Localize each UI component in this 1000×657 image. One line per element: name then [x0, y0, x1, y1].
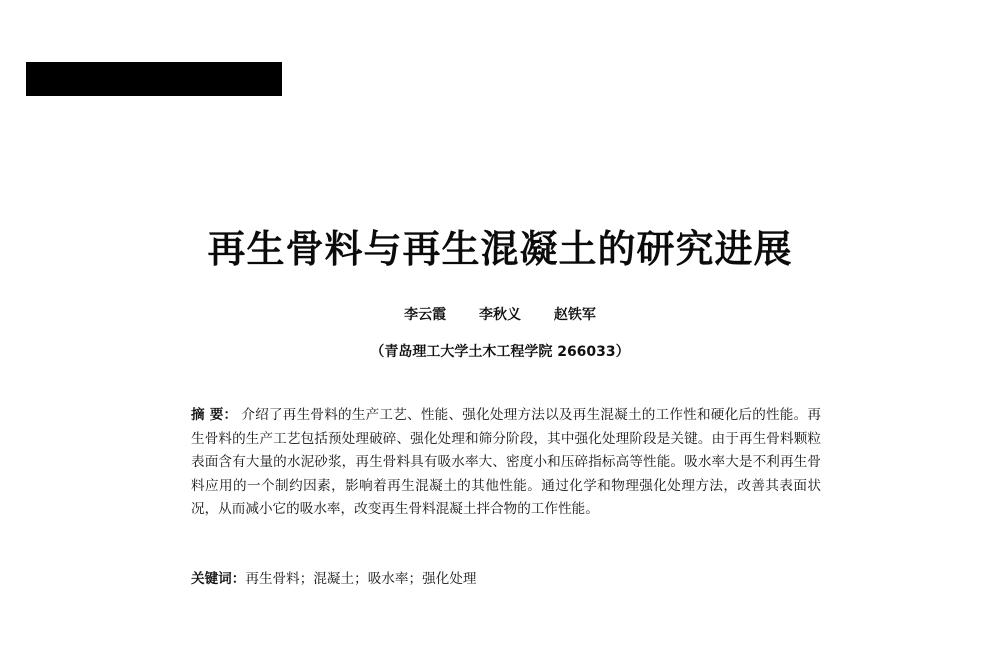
paper-title: 再生骨料与再生混凝土的研究进展: [207, 227, 793, 271]
affiliation: （青岛理工大学土木工程学院 266033）: [370, 344, 630, 360]
abstract-text: 介绍了再生骨料的生产工艺、性能、强化处理方法以及再生混凝土的工作性和硬化后的性能。再生骨料的生产工艺包括预处理破碎、强化处理和筛分阶段，其中强化处理阶段是关键。由于再生骨料颗粒表面含有大量的水泥砂浆，再生骨料具有吸水率大、密度小和压碎指标高等性能。吸水率大是不利再生骨料应用的一个制约因素，影响着再生混凝土的其他性能。通过化学和物理强化处理方法，改善其表面状况，从而减小它的吸水率，改变再生骨料混凝土拌合物的工作性能。: [191, 407, 822, 518]
author-name: 李云霞: [404, 307, 447, 323]
author-list: [0, 304, 1000, 324]
abstract-label: 摘 要：: [191, 407, 238, 423]
keywords-text: 再生骨料；混凝土；吸水率；强化处理: [245, 571, 477, 587]
author-name: 李秋义: [479, 307, 521, 323]
author-name: 赵铁军: [553, 307, 596, 323]
keywords-label: 关键词：: [191, 571, 246, 587]
redaction-bar: [26, 62, 282, 96]
abstract: [191, 404, 821, 522]
keywords: [191, 569, 821, 589]
